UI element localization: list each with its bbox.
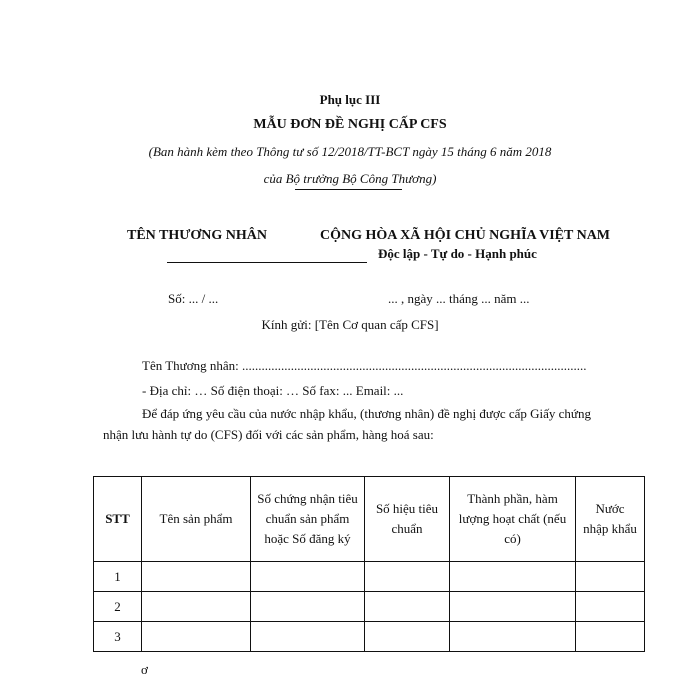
table-row [94,592,645,622]
header-ingredients: Thành phần, hàm lượng hoạt chất (nếu có) [450,477,576,562]
document-number: Số: ... / ... [168,291,219,306]
cell-product-name [142,592,251,622]
cell-certificate-number [251,592,365,622]
issued-note-line2: của Bộ trưởng Bộ Công Thương) [263,171,437,186]
header-standard-code: Số hiệu tiêu chuẩn [365,477,450,562]
product-table [93,476,645,652]
header-stt: STT [94,477,142,562]
contact-line: - Địa chỉ: … Số điện thoại: … Số fax: ... Email: ... [142,383,404,398]
form-title: MẪU ĐƠN ĐỀ NGHỊ CẤP CFS [253,117,447,132]
header-certificate-number: Số chứng nhận tiêu chuẩn sản phẩm hoặc Số đăng ký [251,477,365,562]
cell-import-country [576,592,645,622]
merchant-name-heading: TÊN THƯƠNG NHÂN [127,228,268,243]
row-number: 2 [94,592,142,622]
cell-ingredients [450,622,576,652]
cell-standard-code [365,622,450,652]
country-name: CỘNG HÒA XÃ HỘI CHỦ NGHĨA VIỆT NAM [320,228,611,243]
cell-certificate-number [251,622,365,652]
row-number: 3 [94,622,142,652]
date-line: ... , ngày ... tháng ... năm ... [388,291,530,306]
header-product-name: Tên sản phẩm [142,477,251,562]
merchant-underline [167,262,367,263]
header-underline [295,189,402,190]
cell-standard-code [365,562,450,592]
table-header-row [94,477,645,562]
cell-import-country [576,562,645,592]
header-import-country: Nước nhập khẩu [576,477,645,562]
cell-import-country [576,622,645,652]
request-line-1: Để đáp ứng yêu cầu của nước nhập khẩu, (thương nhân) đề nghị được cấp Giấy chứng [142,406,591,421]
cell-product-name [142,622,251,652]
table-row [94,562,645,592]
table-row [94,622,645,652]
cell-ingredients [450,562,576,592]
national-motto: Độc lập - Tự do - Hạnh phúc [378,246,537,261]
merchant-name-line: Tên Thương nhân: .......................................................................................................... [142,358,587,373]
addressee-line: Kính gửi: [Tên Cơ quan cấp CFS] [261,317,439,332]
request-line-2: nhận lưu hành tự do (CFS) đối với các sản phẩm, hàng hoá sau: [103,427,434,442]
cell-ingredients [450,592,576,622]
cell-certificate-number [251,562,365,592]
cell-standard-code [365,592,450,622]
footer-fragment: ơ [141,662,148,677]
row-number: 1 [94,562,142,592]
issued-note-line1: (Ban hành kèm theo Thông tư số 12/2018/TT-BCT ngày 15 tháng 6 năm 2018 [148,144,552,159]
cell-product-name [142,562,251,592]
appendix-label: Phụ lục III [319,92,381,107]
